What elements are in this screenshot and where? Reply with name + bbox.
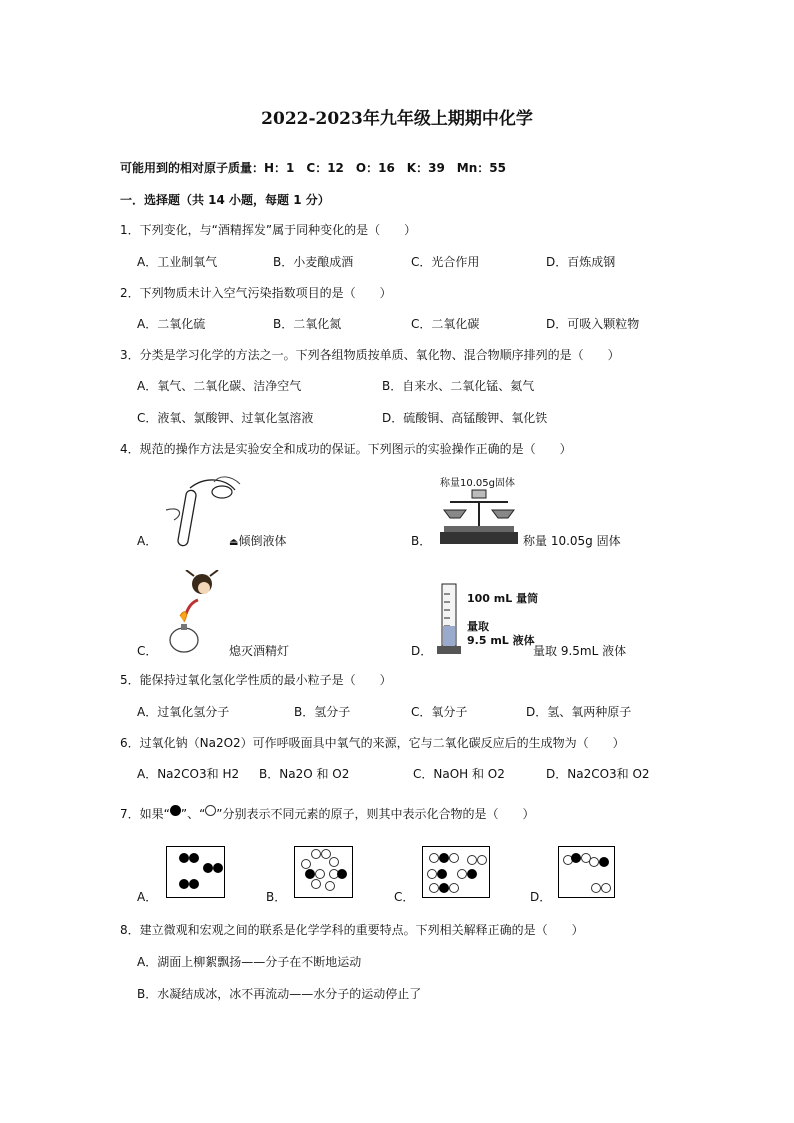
question-4-stem: 4．规范的操作方法是实验安全和成功的保证。下列图示的实验操作正确的是（ ）	[120, 442, 572, 456]
question-2-stem: 2．下列物质未计入空气污染指数项目的是（ ）	[120, 286, 392, 300]
q7-stem-post: ”分别表示不同元素的原子，则其中表示化合物的是（ ）	[216, 807, 535, 821]
q4-option-b: B．	[411, 534, 432, 548]
measure-value: 9.5 mL 液体	[467, 634, 535, 647]
q4-caption-b: 称量 10.05g 固体	[523, 534, 621, 548]
q5-option-a: A．过氧化氢分子	[137, 705, 230, 719]
q2-option-b: B．二氧化氮	[273, 317, 342, 331]
bottle-icon: ⏏	[229, 537, 239, 548]
q5-option-b: B．氢分子	[294, 705, 351, 719]
graduated-cylinder-figure	[436, 582, 462, 656]
question-1-stem: 1．下列变化，与“酒精挥发”属于同种变化的是（ ）	[120, 223, 417, 237]
q2-option-a: A．二氧化硫	[137, 317, 206, 331]
q3-option-a: A．氧气、二氧化碳、洁净空气	[137, 379, 302, 393]
q6-option-a: A．Na2CO3和 H2	[137, 767, 240, 781]
atomic-masses: 可能用到的相对原子质量：H：1 C：12 O：16 K：39 Mn：55	[120, 161, 506, 175]
question-3-stem: 3．分类是学习化学的方法之一。下列各组物质按单质、氧化物、混合物顺序排列的是（ ）	[120, 348, 620, 362]
alcohol-lamp-figure	[164, 570, 224, 656]
q8-option-a: A．湖面上柳絮飘扬——分子在不断地运动	[137, 955, 362, 969]
q4-option-a: A．	[137, 534, 158, 548]
measure-label: 量取	[467, 620, 489, 633]
q3-option-c: C．液氧、氯酸钾、过氧化氢溶液	[137, 411, 314, 425]
q7-option-b: B．	[266, 890, 287, 904]
q7-option-c: C．	[394, 890, 415, 904]
q4-option-d: D．	[411, 644, 433, 658]
q6-option-d: D．Na2CO3和 O2	[546, 767, 650, 781]
q5-option-c: C．氧分子	[411, 705, 468, 719]
molecule-box-d	[558, 846, 615, 898]
black-atom-icon	[170, 805, 181, 816]
white-atom-icon	[205, 805, 216, 816]
caption-a-text: 倾倒液体	[238, 534, 287, 548]
molecule-box-c	[422, 846, 490, 898]
q1-option-b: B．小麦酿成酒	[273, 255, 354, 269]
q7-stem-pre: 7．如果“	[120, 807, 170, 821]
q2-option-d: D．可吸入颗粒物	[546, 317, 640, 331]
q4-option-c: C．	[137, 644, 158, 658]
q1-option-a: A．工业制氧气	[137, 255, 218, 269]
molecule-box-a	[166, 846, 225, 898]
q6-option-c: C．NaOH 和 O2	[413, 767, 505, 781]
molecule-box-b	[294, 846, 353, 898]
q8-option-b: B．水凝结成冰，冰不再流动——水分子的运动停止了	[137, 987, 422, 1001]
q4-caption-c: 熄灭酒精灯	[229, 644, 290, 658]
q1-option-d: D．百炼成钢	[546, 255, 616, 269]
question-6-stem: 6．过氧化钠（Na2O2）可作呼吸面具中氧气的来源，它与二氧化碳反应后的生成物为（ ）	[120, 736, 625, 750]
question-8-stem: 8．建立微观和宏观之间的联系是化学学科的重要特点。下列相关解释正确的是（ ）	[120, 923, 584, 937]
question-7-stem	[120, 805, 535, 822]
balance-label: 称量10.05g固体	[440, 478, 515, 489]
q1-option-c: C．光合作用	[411, 255, 480, 269]
q2-option-c: C．二氧化碳	[411, 317, 480, 331]
cylinder-label: 100 mL 量筒	[467, 592, 539, 605]
page-title: 2022-2023年九年级上期期中化学	[261, 109, 533, 129]
section-heading: 一．选择题（共 14 小题，每题 1 分）	[120, 193, 330, 207]
q7-stem-mid: ”、“	[180, 807, 206, 821]
question-5-stem: 5．能保持过氧化氢化学性质的最小粒子是（ ）	[120, 673, 392, 687]
balance-figure	[436, 488, 522, 546]
q3-option-b: B．自来水、二氧化锰、氦气	[382, 379, 535, 393]
q6-option-b: B．Na2O 和 O2	[259, 767, 350, 781]
q7-option-d: D．	[530, 890, 552, 904]
q4-caption-a	[229, 533, 286, 551]
q5-option-d: D．氢、氧两种原子	[526, 705, 632, 719]
q7-option-a: A．	[137, 890, 158, 904]
q3-option-d: D．硫酸铜、高锰酸钾、氧化铁	[382, 411, 548, 425]
q4-caption-d: 量取 9.5mL 液体	[533, 644, 627, 658]
